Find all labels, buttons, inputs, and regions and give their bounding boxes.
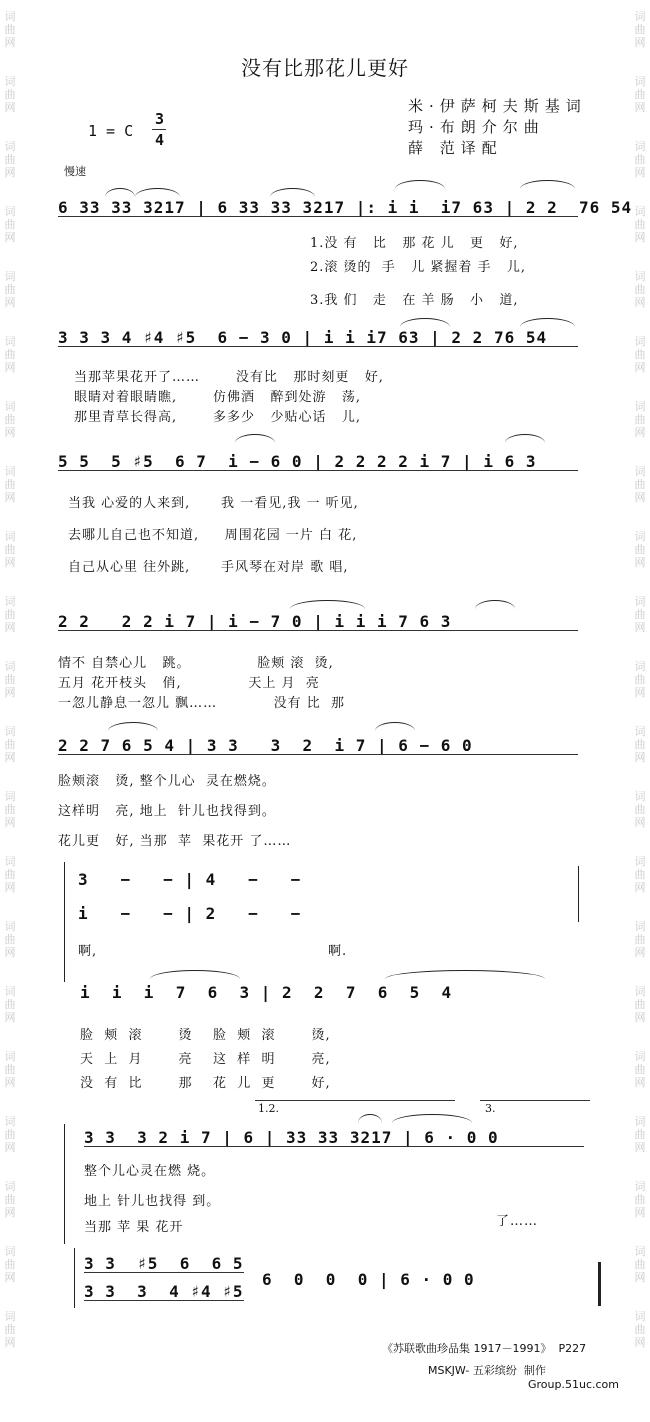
slur bbox=[475, 600, 515, 609]
slur bbox=[235, 434, 275, 443]
notation-line-5-lower: i − − | 2 − − bbox=[78, 904, 302, 923]
lyric-row: 去哪儿自己也不知道, 周围花园 一片 白 花, bbox=[68, 528, 358, 543]
tempo-mark: 慢速 bbox=[64, 165, 86, 178]
lyric-row: 花儿更 好, 当那 苹 果花开 了…… bbox=[58, 834, 292, 849]
lyric-row: 眼睛对着眼睛瞧, 仿佛酒 醉到处游 荡, bbox=[74, 390, 361, 405]
slur bbox=[135, 188, 180, 197]
lyric-row: 没 有 比 那 花 儿 更 好, bbox=[80, 1076, 331, 1091]
lyric-row: 脸颊滚 烫, 整个儿心 灵在燃烧。 bbox=[58, 774, 276, 789]
slur bbox=[520, 318, 575, 327]
translator-credit: 薛 范译配 bbox=[408, 139, 503, 157]
beam bbox=[58, 346, 578, 347]
beam bbox=[58, 470, 578, 471]
ending-label-1: 1.2. bbox=[258, 1102, 279, 1115]
system-bracket bbox=[74, 1248, 75, 1308]
slur bbox=[358, 1114, 382, 1123]
notation-line-4: 2 2 7 6 5 4 | 3 3 3 2 i 7 | 6 − 6 0 bbox=[58, 736, 473, 755]
lyric-row: 当那苹果花开了…… 没有比 那时刻更 好, bbox=[74, 370, 384, 385]
time-signature-bottom: 4 bbox=[155, 131, 165, 149]
beam bbox=[84, 1300, 244, 1301]
lyric-verse-3: 3.我 们 走 在 羊 肠 小 道, bbox=[310, 293, 519, 308]
system-bracket bbox=[64, 862, 65, 982]
notation-line-1: 3 3 3 4 ♯4 ♯5 6 − 3 0 | i i i7 63 | 2 2 76 54 bbox=[58, 328, 548, 347]
ending-bracket-1 bbox=[255, 1100, 455, 1101]
notation-line-8-lower: 3 3 3 4 ♯4 ♯5 bbox=[84, 1282, 244, 1301]
lyric-row: 整个儿心灵在燃 烧。 bbox=[84, 1164, 216, 1179]
slur bbox=[150, 970, 240, 979]
composer-credit: 玛·布朗介尔曲 bbox=[408, 118, 545, 136]
system-bracket bbox=[64, 1124, 65, 1244]
slur bbox=[505, 434, 545, 443]
lyric-row: 天 上 月 亮 这 样 明 亮, bbox=[80, 1052, 331, 1067]
watermark-right: 词曲网 词曲网 词曲网 词曲网 词曲网 词曲网 词曲网 词曲网 词曲网 词曲网 词曲网 词曲网 词曲网 词曲网 词曲网 词曲网 词曲网 词曲网 词曲网 词曲网 词曲网 bbox=[634, 10, 646, 1349]
notation-line-7: 3 3 3 2 i 7 | 6 | 33 33 3217 | 6 · 0 0 bbox=[84, 1128, 499, 1147]
lyric-verse-2: 2.滚 烫的 手 儿 紧握着 手 儿, bbox=[310, 260, 526, 275]
notation-line-3: 2 2 2 2 i 7 | i − 7 0 | i i i 7 6 3 bbox=[58, 612, 452, 631]
lyric-final: 了…… bbox=[496, 1214, 539, 1229]
lyric-row: 当那 苹 果 花开 bbox=[84, 1220, 184, 1235]
notation-line-intro: 6 33 33 3217 | 6 33 33 3217 |: i i i7 63 | 2 2 76 54 bbox=[58, 198, 633, 217]
lyric-verse-1: 1.没 有 比 那 花 儿 更 好, bbox=[310, 236, 519, 251]
lyric-row: 情不 自禁心儿 跳。 脸颊 滚 烫, bbox=[58, 656, 334, 671]
slur bbox=[108, 722, 158, 731]
lyricist-credit: 米·伊萨柯夫斯基词 bbox=[408, 97, 587, 115]
slur bbox=[270, 188, 315, 197]
lyric-row: 自己从心里 往外跳, 手风琴在对岸 歌 唱, bbox=[68, 560, 349, 575]
lyric-row: 地上 针儿也找得 到。 bbox=[84, 1194, 221, 1209]
notation-line-2: 5 5 5 ♯5 6 7 i − 6 0 | 2 2 2 2 i 7 | i 6 3 bbox=[58, 452, 537, 471]
beam bbox=[58, 754, 578, 755]
notation-line-5-upper: 3 − − | 4 − − bbox=[78, 870, 302, 889]
source-note: 《苏联歌曲珍品集 1917－1991》 P227 bbox=[382, 1342, 587, 1355]
time-signature-top: 3 bbox=[155, 110, 165, 128]
ending-label-2: 3. bbox=[485, 1102, 496, 1115]
barline bbox=[578, 866, 579, 922]
time-signature-bar bbox=[152, 129, 166, 130]
maker-note: MSKJW- 五彩缤纷 制作 bbox=[428, 1364, 546, 1377]
watermark-left: 词曲网 词曲网 词曲网 词曲网 词曲网 词曲网 词曲网 词曲网 词曲网 词曲网 词曲网 词曲网 词曲网 词曲网 词曲网 词曲网 词曲网 词曲网 词曲网 词曲网 词曲网 bbox=[4, 10, 16, 1349]
slur bbox=[395, 180, 445, 189]
notation-line-8-upper: 3 3 ♯5 6 6 5 bbox=[84, 1254, 244, 1273]
site-logo: Group.51uc.com bbox=[528, 1378, 619, 1391]
lyric-row: 脸 颊 滚 烫 脸 颊 滚 烫, bbox=[80, 1028, 331, 1043]
lyric-row: 当我 心爱的人来到, 我 一看见,我 一 听见, bbox=[68, 496, 359, 511]
slur bbox=[105, 188, 135, 197]
lyric-row: 一忽儿静息一忽儿 飘…… 没有 比 那 bbox=[58, 696, 345, 711]
beam bbox=[58, 216, 578, 217]
lyric-row: 五月 花开枝头 俏, 天上 月 亮 bbox=[58, 676, 320, 691]
song-title: 没有比那花儿更好 bbox=[241, 56, 409, 80]
lyric-row: 啊. bbox=[328, 944, 348, 959]
ending-bracket-2 bbox=[480, 1100, 590, 1101]
key-signature: 1 = C bbox=[88, 122, 134, 140]
lyric-row: 啊, bbox=[78, 944, 98, 959]
notation-line-8-end: 6 0 0 0 | 6 · 0 0 bbox=[262, 1270, 475, 1289]
final-barline bbox=[598, 1262, 601, 1306]
slur bbox=[385, 970, 545, 979]
beam bbox=[58, 630, 578, 631]
lyric-row: 这样明 亮, 地上 针儿也找得到。 bbox=[58, 804, 276, 819]
slur bbox=[400, 318, 450, 327]
notation-line-6: i i i 7 6 3 | 2 2 7 6 5 4 bbox=[80, 983, 453, 1002]
slur bbox=[290, 600, 365, 609]
slur bbox=[392, 1114, 472, 1123]
beam bbox=[84, 1272, 244, 1273]
slur bbox=[520, 180, 575, 189]
beam bbox=[84, 1146, 584, 1147]
lyric-row: 那里青草长得高, 多多少 少贴心话 儿, bbox=[74, 410, 361, 425]
slur bbox=[375, 722, 415, 731]
